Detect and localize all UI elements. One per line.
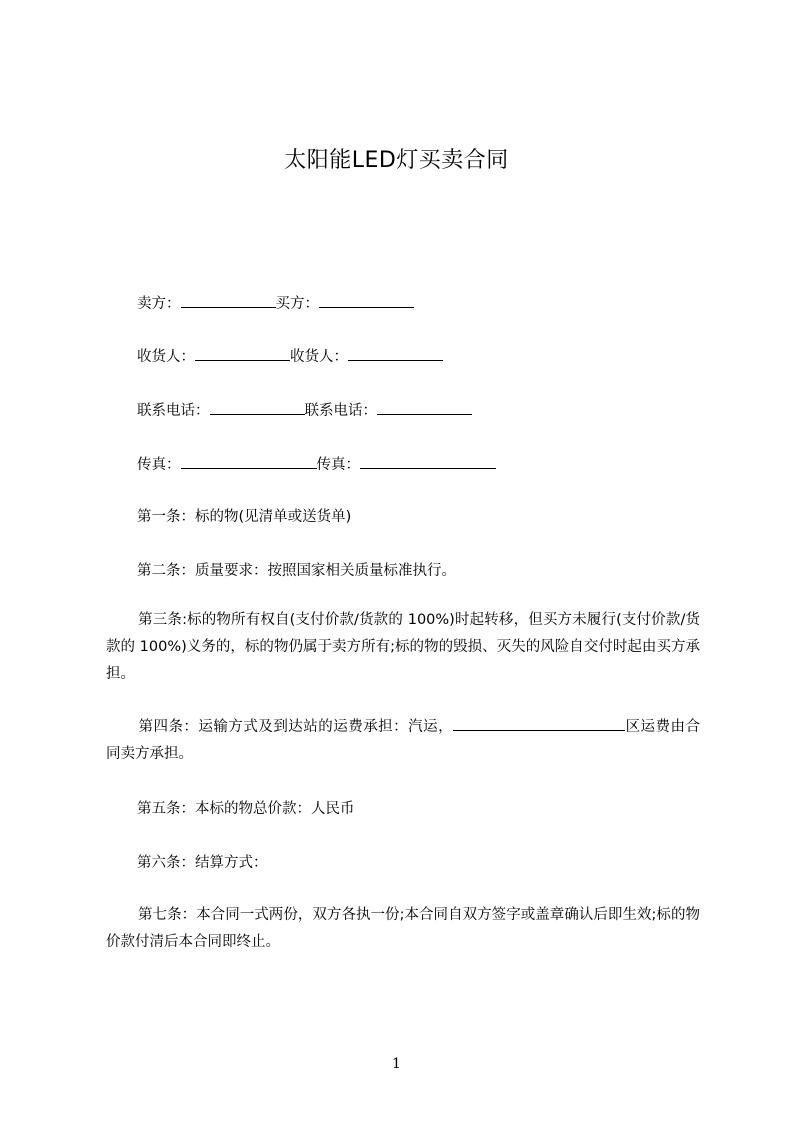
article-5: 第五条：本标的物总价款：人民币 bbox=[137, 801, 355, 817]
fax-blank-1 bbox=[181, 454, 317, 469]
article-4 bbox=[106, 714, 700, 768]
page-number: 1 bbox=[392, 1056, 401, 1072]
article-7-text: 第七条：本合同一式两份，双方各执一份;本合同自双方签字或盖章确认后即生效;标的物价款付清后本合同即终止。 bbox=[106, 907, 700, 950]
consignee-blank-1 bbox=[195, 346, 290, 361]
phone-label-1: 联系电话： bbox=[137, 403, 210, 419]
consignee-line bbox=[137, 345, 443, 366]
article-3 bbox=[106, 607, 700, 688]
buyer-label: 买方： bbox=[275, 296, 319, 312]
seller-label: 卖方： bbox=[137, 296, 181, 312]
document-title: 太阳能LED灯买卖合同 bbox=[284, 148, 509, 173]
fax-blank-2 bbox=[360, 454, 496, 469]
fax-label-1: 传真： bbox=[137, 457, 181, 473]
phone-line bbox=[137, 399, 472, 420]
article-1: 第一条：标的物(见清单或送货单) bbox=[137, 509, 352, 525]
transport-region-blank bbox=[453, 716, 625, 731]
fax-label-2: 传真： bbox=[316, 457, 360, 473]
buyer-blank bbox=[319, 293, 414, 308]
article-3-text: 第三条:标的物所有权自(支付价款/货款的 100%)时起转移，但买方未履行(支付价款/货款的 100%)义务的，标的物仍属于卖方所有;标的物的毁损、灭失的风险自交付时起由买方承担。 bbox=[106, 612, 700, 682]
article-7 bbox=[106, 902, 700, 956]
fax-line bbox=[137, 453, 496, 474]
article-4-text-b: 区运费由合同卖方承担。 bbox=[106, 719, 701, 762]
consignee-label-1: 收货人： bbox=[137, 349, 195, 365]
article-2: 第二条：质量要求：按照国家相关质量标准执行。 bbox=[137, 563, 456, 579]
seller-blank bbox=[181, 293, 276, 308]
article-4-text-a: 第四条：运输方式及到达站的运费承担：汽运， bbox=[138, 719, 454, 735]
consignee-label-2: 收货人： bbox=[290, 349, 348, 365]
article-6: 第六条：结算方式： bbox=[137, 855, 268, 871]
consignee-blank-2 bbox=[348, 346, 443, 361]
seller-buyer-line bbox=[137, 292, 414, 313]
phone-blank-1 bbox=[210, 400, 305, 415]
phone-label-2: 联系电话： bbox=[304, 403, 377, 419]
phone-blank-2 bbox=[377, 400, 472, 415]
